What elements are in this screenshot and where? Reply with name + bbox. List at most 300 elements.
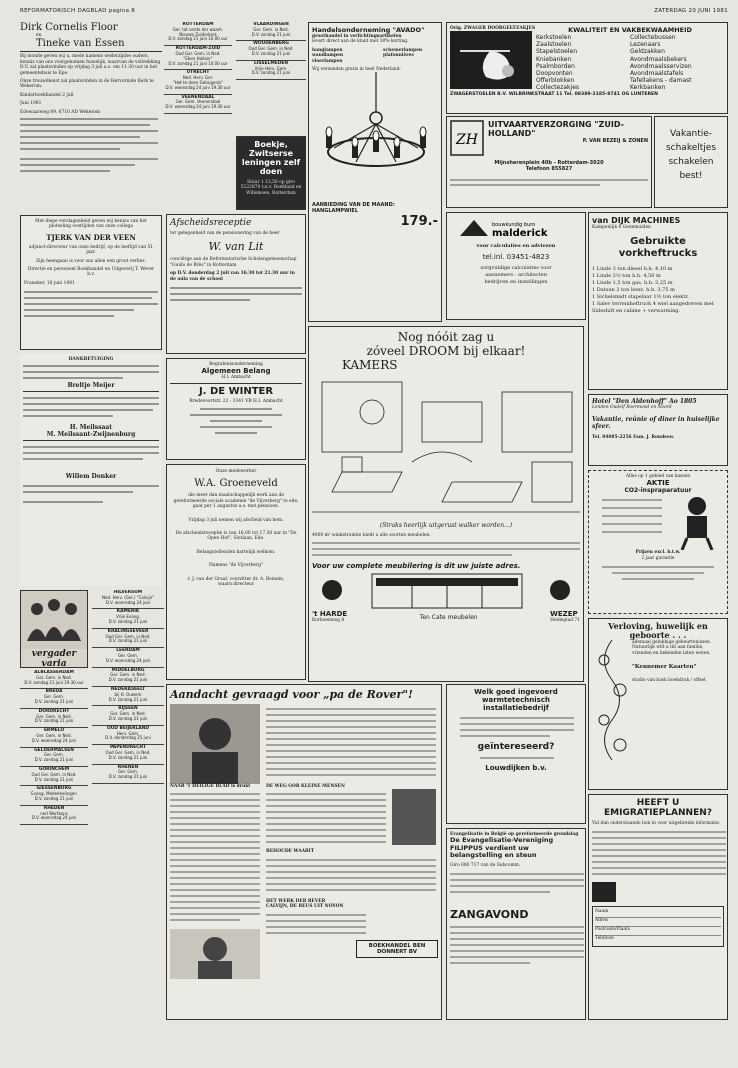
collection-bag-icon bbox=[450, 31, 532, 89]
service-town: GORINCHEM bbox=[38, 766, 70, 772]
filler-text-lines bbox=[312, 538, 580, 562]
malderick-line1: zorgvuldige calculaties voor bbox=[480, 265, 552, 272]
service-time: D.V. zondag 21 juni 19.30 uur bbox=[24, 679, 84, 685]
uitvaart-ad bbox=[446, 116, 652, 208]
filler-text-lines bbox=[23, 443, 159, 473]
service-time: D.V. zondag 21 juni bbox=[108, 715, 148, 721]
zwager-title: Orig. ZWAGER DOORGEEFZAKJES bbox=[450, 26, 536, 31]
avado-price: 179.- bbox=[400, 214, 438, 230]
kamers-brand: KAMERS bbox=[342, 358, 398, 372]
dijk-item-list bbox=[592, 266, 724, 315]
service-time: D.V. zondag 21 juni bbox=[34, 795, 74, 801]
zwager-item: Stapelstoelen bbox=[536, 48, 578, 56]
service-town: WOUDENBERG bbox=[253, 41, 289, 47]
svg-text:ZH: ZH bbox=[456, 132, 478, 148]
service-line: Ger. Gem. bbox=[43, 694, 65, 700]
header-left: REFORMATORISCH DAGBLAD pagina 8 bbox=[20, 8, 136, 14]
afscheid-title: Afscheidsreceptie bbox=[170, 218, 252, 228]
service-entry bbox=[20, 806, 88, 825]
groeneveld-intro: Onze medewerker bbox=[215, 469, 257, 474]
deceased-name: TJERK VAN DER VEEN bbox=[46, 232, 136, 242]
afscheid-body: conciërge aan de Reformatorische Scholengemeenschap "Guido de Brès" in Rotterdam bbox=[170, 257, 297, 268]
filler-text-lines bbox=[450, 921, 584, 977]
service-line: Oud Ger. Gem. in Ned. bbox=[175, 50, 221, 56]
verloving-body: allemaal gelukkige gebeurtenissen. Natuurlijk wilt u dit aan familie, vrienden en bekenden laten weten. bbox=[632, 640, 712, 656]
living-room-illustration-icon bbox=[312, 372, 580, 522]
service-town: GIESSENBURG bbox=[36, 786, 72, 792]
groeneveld-line6: r. J. van der Graaf, voorzitter dr. A. Romein, waarn.directeur bbox=[187, 576, 285, 588]
avado-ad bbox=[308, 22, 442, 322]
svg-text:malderick: malderick bbox=[492, 228, 548, 239]
zangavond-title: ZANGAVOND bbox=[450, 908, 529, 922]
afscheid-when: op D.V. donderdag 2 juli van 16.30 tot 21.30 uur in de aula van de school bbox=[170, 271, 295, 282]
header-right: ZATERDAG 20 JUNI 1981 bbox=[654, 8, 728, 14]
service-town: KRALINGSEVEER bbox=[107, 628, 149, 634]
service-entry bbox=[92, 609, 164, 628]
service-entry bbox=[20, 728, 88, 747]
uitvaart-sub: P. VAN BEZEIJ & ZONEN bbox=[582, 138, 648, 144]
filler-text-lines bbox=[266, 789, 436, 849]
service-time: D.V. zondag 21 juni bbox=[251, 70, 291, 76]
service-time: D.V. zondag 21 juni bbox=[251, 50, 291, 56]
zwager-item: Doopvonten bbox=[536, 70, 573, 78]
malderick-sub: voor calculaties en adviezen bbox=[476, 243, 556, 249]
people-illustration-icon bbox=[21, 591, 87, 649]
engagement-date: Juni 1981 bbox=[20, 101, 42, 107]
vergader-varia-logo bbox=[20, 590, 88, 668]
death-date: Franeker, 18 juni 1981 bbox=[24, 280, 75, 286]
groeneveld-line3: De afscheidsreceptie is van 16.00 tot 17.30 uur in "De Open Hof", Slotlaan, Ede. bbox=[175, 531, 297, 542]
filler-text-lines bbox=[592, 826, 726, 906]
service-town: PAPENDRECHT bbox=[109, 745, 147, 751]
service-entry bbox=[164, 95, 232, 114]
service-entry bbox=[92, 629, 164, 648]
service-line: Ger. Gem. in Ned. bbox=[36, 713, 72, 719]
thanks-name-1: Breltje Meijer bbox=[67, 382, 115, 390]
uitvaart-logo-icon bbox=[450, 120, 484, 156]
zwager-item: Lezenaars bbox=[630, 41, 661, 49]
service-time: D.V. zondag 21 juni bbox=[34, 776, 74, 782]
service-place: "Het te doen Getuigenis" bbox=[172, 79, 224, 85]
and-word: en bbox=[36, 33, 42, 38]
filippus-ad bbox=[446, 828, 586, 1020]
service-time: D.V. zondag 21 juni 10.00 uur bbox=[168, 60, 228, 66]
zwager-item: Geldzakken bbox=[630, 48, 665, 56]
rover-bookshop: BOEKHANDEL BEN DONNERT BV bbox=[356, 940, 438, 958]
service-time: D.V. zondag 21 juni bbox=[251, 31, 291, 37]
service-line: Oud Ger. Gem. in Ned. bbox=[105, 633, 151, 639]
zwager-right-list bbox=[630, 34, 724, 92]
avado-item: hanglampen bbox=[312, 47, 343, 53]
zwager-foot: ZWAGERSTOELEN B.V. WILBRINKSTRAAT 11 Tel. 08389-2185-8741 OG LUNTEREN bbox=[450, 91, 658, 97]
service-entry bbox=[92, 745, 164, 764]
death-signature: Directie en personeel Boekhandel en Uitgeverij T. Wever b.v. bbox=[27, 267, 155, 278]
groom-name: Dirk Cornelis Floor bbox=[20, 22, 118, 33]
service-line: Ger. Gem. Veenendaal bbox=[175, 99, 221, 105]
vergader-varia-title: vergader varia bbox=[31, 649, 77, 668]
service-entry bbox=[164, 70, 232, 94]
thanks-name-4: Willem Donker bbox=[65, 473, 117, 481]
malderick-line3: bedrijven en instellingen bbox=[484, 279, 548, 286]
uitvaart-phone: Telefoon 855827 bbox=[525, 166, 573, 172]
zwager-item: Collectebussen bbox=[630, 34, 676, 41]
malderick-ad bbox=[446, 212, 586, 320]
emigratie-address-field[interactable]: Adres bbox=[595, 918, 721, 927]
emigratie-ad bbox=[588, 794, 728, 1020]
divider bbox=[170, 383, 302, 384]
service-line: Ger. Gem. in Ned. bbox=[253, 26, 289, 32]
co2-line4: Prijzen excl. b.t.w. bbox=[635, 550, 681, 556]
dijk-item: 1 Datsun 2 ton benz. h.h. 3,75 m bbox=[592, 287, 675, 294]
zwager-left-list bbox=[536, 34, 630, 92]
winter-org: Algemeen Belang bbox=[201, 367, 271, 376]
avado-body: levert direct aan de klant met 30% korting. bbox=[312, 39, 409, 45]
uitvaart-addr: Mijnsherenplein 40b - Rotterdam-3020 bbox=[494, 160, 604, 166]
rover-title: Aandacht gevraagd voor „pa de Rover"! bbox=[170, 688, 413, 701]
service-entry bbox=[92, 648, 164, 667]
service-line: Herv. Gem. bbox=[116, 730, 140, 736]
dijk-logo: van DIJK MACHINES bbox=[592, 216, 681, 225]
service-time: D.V. woensdag 24 juni bbox=[105, 599, 151, 605]
verloving-foot: studio van bask boekdruk / offset bbox=[632, 678, 706, 684]
winter-tag: Begrafenisonderneming bbox=[209, 362, 263, 367]
service-entry bbox=[164, 22, 232, 46]
engagement-announcement bbox=[20, 22, 162, 212]
service-entry bbox=[164, 46, 232, 70]
service-line: Oud Ger. Gem. in Ned. bbox=[31, 771, 77, 777]
service-town: LEERDAM bbox=[116, 648, 140, 654]
service-entry bbox=[20, 670, 88, 689]
kamers-quote: (Straks heerlijk uitgerust walker worden...) bbox=[379, 522, 513, 529]
zwager-item: Avondmaalstafels bbox=[630, 70, 684, 78]
filler-text-lines bbox=[23, 394, 159, 424]
filler-text-lines bbox=[592, 494, 672, 544]
shop-front-illustration-icon bbox=[312, 570, 580, 610]
filler-text-lines bbox=[450, 172, 650, 188]
co2-line2: AKTIE bbox=[646, 479, 670, 488]
service-line: Ger. Gem. bbox=[117, 652, 139, 658]
co2-ad bbox=[588, 470, 728, 614]
filler-text-lines bbox=[450, 712, 584, 742]
uitvaart-title: UITVAARTVERZORGING "ZUID-HOLLAND" bbox=[488, 120, 624, 138]
hotel-name: Hotel "Den Aldenhoff" Ao 1805 bbox=[592, 398, 697, 405]
service-line: Evang. Mededeelingen bbox=[31, 791, 77, 797]
avado-item: wandlampen bbox=[312, 53, 344, 59]
service-entry bbox=[20, 767, 88, 786]
service-town: ROTTERDAM bbox=[182, 22, 214, 27]
service-town: RIJSSEN bbox=[118, 706, 138, 712]
filippus-intro: Evangelisatie in België op gereformeerde grondslag bbox=[450, 832, 579, 837]
service-town: LISSELMEDEN bbox=[253, 60, 289, 66]
dijk-addr: Kampenlijk 6 Genemuiden bbox=[592, 225, 651, 230]
zwager-item: Psalmborden bbox=[536, 62, 575, 70]
service-time: D.V. zondag 21 juni bbox=[108, 677, 148, 683]
kamers-left-addr: Korhoenweg 8 bbox=[312, 618, 345, 624]
filler-text-lines bbox=[450, 752, 584, 764]
filler-text-lines bbox=[266, 704, 436, 784]
divider bbox=[23, 391, 159, 392]
service-time: D.V. woensdag 24 juni 19.30 uur bbox=[165, 104, 231, 110]
rover-article bbox=[166, 684, 442, 1020]
filler-text-lines bbox=[24, 286, 158, 326]
emigratie-title: HEEFT U EMIGRATIEPLANNEN? bbox=[604, 798, 712, 818]
zwager-head: KWALITEIT EN VAKBEKWAAMHEID bbox=[568, 26, 692, 34]
service-time: D.V. woensdag 24 juni bbox=[31, 737, 77, 743]
service-town: RHEDEN bbox=[43, 805, 65, 811]
avado-desc: Wij verzenden gratis in heel Nederland. bbox=[312, 67, 401, 73]
groeneveld-line5: Namens "de Vijverberg" bbox=[209, 563, 263, 569]
zwager-item: Collectezakjes bbox=[536, 84, 580, 92]
boekje-title: Boekje, Zwitserse leningen zelf doen bbox=[241, 140, 301, 176]
service-entry bbox=[20, 709, 88, 728]
service-time: D.V. woensdag 24 juni 19.30 uur bbox=[165, 84, 231, 90]
portrait-photo-icon bbox=[170, 704, 260, 784]
zwager-item: Avondmaalsbekers bbox=[630, 55, 687, 63]
service-town: MIDDELBURG bbox=[111, 667, 145, 673]
avado-item: schemerlampen bbox=[383, 47, 423, 53]
vakantie-ad bbox=[654, 116, 728, 208]
death-detail: adjunct-directeur van onze bedrijf, op de leeftijd van 51 jaar. bbox=[28, 244, 154, 256]
dijk-item: 1 Sichelsmidt stapelaar 1½ ton elektr. bbox=[592, 294, 689, 301]
winter-name: J. DE WINTER bbox=[198, 385, 274, 397]
service-town: UTRECHT bbox=[186, 70, 210, 76]
louwdijk-title: Welk goed ingevoerd warmtetechnisch installatiebedrijf bbox=[474, 688, 558, 712]
kamers-left: 't HARDE bbox=[312, 610, 348, 619]
service-time: D.V. zondag 21 juni bbox=[108, 638, 148, 644]
malderick-line2: aannemers - architecten bbox=[485, 272, 547, 279]
service-line: Ger. Gem. bbox=[43, 752, 65, 758]
filler-text-lines bbox=[23, 480, 159, 520]
service-town: ALBLASSERDAM bbox=[34, 670, 74, 675]
louwdijk-ad bbox=[446, 684, 586, 824]
service-entry bbox=[92, 706, 164, 725]
service-entry bbox=[20, 786, 88, 805]
service-line: ned Wertkens bbox=[40, 810, 68, 816]
portrait-drawing-icon bbox=[170, 929, 260, 979]
louwdijk-mid: geïntereseerd? bbox=[477, 742, 555, 752]
service-town: NEDERASSELT bbox=[110, 686, 146, 692]
church-services-top-2 bbox=[236, 22, 306, 134]
service-entry bbox=[20, 689, 88, 708]
service-time: D.V. zondag 21 juni bbox=[34, 757, 74, 763]
kamers-center: Ten Cate meubelen bbox=[419, 614, 478, 622]
verloving-brand: "Kennemer Kaarten" bbox=[632, 664, 697, 671]
groeneveld-body: die meer dan maatschappelijk werk aan de gereformeerde sociale academie "de Vijverberg" te ede, gaat per 1 augustus a.s. met pensioen. bbox=[173, 493, 299, 510]
zwager-item: Tafellakens - damast bbox=[630, 77, 692, 85]
svg-text:bouwkundig buro: bouwkundig buro bbox=[492, 222, 536, 228]
service-entry bbox=[236, 61, 306, 80]
vakantie-line-1: Vakantie- bbox=[669, 129, 713, 139]
mid-church-services bbox=[92, 590, 164, 1022]
service-entry bbox=[92, 726, 164, 745]
thanks-name-3: M. Meilssant-Zwijnenburg bbox=[46, 431, 136, 439]
afscheid-name: W. van Lit bbox=[208, 240, 264, 254]
service-entry bbox=[20, 748, 88, 767]
left-church-services bbox=[20, 670, 88, 1022]
afscheid-intro: ter gelegenheid van de pensionering van de heer bbox=[170, 231, 280, 236]
kamers-title-2: zóveel DROOM bij elkaar! bbox=[366, 344, 526, 358]
avado-item-list bbox=[312, 48, 438, 64]
zwager-item: Kerkbanken bbox=[630, 84, 666, 92]
bride-name: Tineke van Essen bbox=[36, 38, 125, 50]
rover-sub3: CALVIJN, DE REUS UIT NOYON bbox=[266, 904, 344, 910]
divider bbox=[20, 51, 162, 52]
groeneveld-line4: Belangstellenden hartelijk welkom. bbox=[196, 549, 276, 555]
service-town: BREDA bbox=[45, 689, 63, 695]
service-town: RHENEN bbox=[117, 764, 139, 770]
death-announcement bbox=[20, 215, 162, 350]
zwager-item: Offerblokken bbox=[536, 77, 575, 85]
service-town: ERMELO bbox=[43, 728, 65, 734]
louwdijk-foot: Louwdijken b.v. bbox=[485, 764, 547, 772]
service-line: Oud Ger. Gem. in Ned. bbox=[248, 46, 294, 52]
kamers-title-1: Nog nóóit zag u bbox=[397, 330, 495, 344]
service-time: D.V. zondag 21 juni bbox=[108, 754, 148, 760]
mascot-figure-icon bbox=[672, 494, 722, 550]
death-loss: Zijn heengaan is voor ons allen een groot verlies. bbox=[36, 258, 146, 264]
zwager-item: Zaalstoelen bbox=[536, 41, 572, 49]
filippus-giro: Giro 680 717 van de Subcomm. bbox=[450, 862, 521, 868]
afscheid-ad bbox=[166, 214, 306, 354]
winter-addr: Bredevoortstr. 22 - 3341 VB H.I. Ambacht bbox=[189, 398, 283, 404]
avado-sub: groothandel in verlichtingsartikelen bbox=[312, 34, 402, 39]
co2-line5: 2 jaar garantie bbox=[641, 555, 675, 561]
filler-text-lines bbox=[266, 855, 436, 899]
service-town: VEENENDAAL bbox=[181, 94, 215, 100]
chandelier-illustration-icon bbox=[312, 72, 440, 202]
service-town: DORDRECHT bbox=[38, 708, 70, 714]
floral-decoration-icon bbox=[592, 640, 632, 760]
zwager-item: Avondmaalsservizen bbox=[630, 62, 692, 70]
service-town: GELDERMALSEN bbox=[34, 747, 74, 753]
engagement-address: Edewaarweg 89, 6710 AD Wekerom bbox=[20, 109, 101, 115]
service-town: OUD BEIJERLAND bbox=[107, 725, 149, 731]
engagement-detail: Kinderboekhandel 2 juli bbox=[20, 92, 74, 98]
vakantie-line-3: schakelen bbox=[668, 157, 714, 167]
service-entry bbox=[92, 668, 164, 687]
service-time: D.V. zondag 21 juni bbox=[34, 698, 74, 704]
kamers-right: WEZEP bbox=[550, 610, 578, 619]
service-town: HILVERSUM bbox=[113, 590, 143, 595]
zwager-item: Kerkstoelen bbox=[536, 34, 572, 41]
rover-mid: DE WEG GOR KLEINE MENSEN bbox=[266, 784, 345, 789]
co2-line1: Alles op 1 gebied van kassen bbox=[625, 474, 691, 479]
service-time: D.V. zondag 21 juni bbox=[108, 696, 148, 702]
service-place: Nieuwe Zuiderkerk bbox=[179, 31, 217, 37]
service-line: Ger. tot verde der waarh. bbox=[172, 26, 224, 32]
kamers-right-addr: Heideplad 71 bbox=[550, 618, 580, 624]
service-line: Ger. Gem. in Ned. bbox=[36, 674, 72, 680]
kamers-ad bbox=[308, 326, 584, 682]
church-services-top bbox=[164, 22, 232, 212]
dijk-item: 1 Salev terreinheftruck 4 wiel aangedreven met Sideshift en cabine + verwarming. bbox=[592, 301, 714, 315]
page-header bbox=[20, 8, 728, 20]
filler-text-lines bbox=[170, 282, 302, 312]
service-time: D.V. woensdag 24 juni bbox=[105, 657, 151, 663]
service-line: Ger. Gem. in Ned. bbox=[110, 711, 146, 717]
service-line: Ger. Gem. in Ned. bbox=[110, 672, 146, 678]
hotel-sub: Lenden Oudelf Roermond en Noord bbox=[592, 405, 672, 410]
service-entry bbox=[92, 687, 164, 706]
co2-line3: CO2-inspraparatuur bbox=[624, 487, 692, 495]
service-town: ROTTERDAM-ZUID bbox=[175, 46, 221, 52]
rover-sub1: NAAR 'T HEILIGE BLAD is drukt bbox=[170, 784, 251, 789]
service-time: D.V. zondag 21 juni 10.00 uur bbox=[168, 36, 228, 42]
verloving-ad bbox=[588, 618, 728, 790]
dijk-ad bbox=[588, 212, 728, 390]
service-time: D.V. woensdag 24 juni bbox=[31, 815, 77, 821]
thanks-title: DANKBETUIGING bbox=[68, 357, 114, 362]
dijk-title: Gebruikte vorkheftrucks bbox=[618, 236, 698, 260]
emigratie-postcode-field[interactable]: Postcode/Plaats bbox=[595, 927, 721, 936]
service-entry bbox=[236, 41, 306, 60]
filler-text-lines bbox=[170, 789, 260, 929]
service-line: Ger. Gem. bbox=[117, 769, 139, 775]
service-line: Ned. Herv. Ger. bbox=[182, 75, 214, 81]
service-line: Oud Ger. Gem. in Ned. bbox=[105, 749, 151, 755]
service-line: Ned. Herv. (Ger.) "Calvijn" bbox=[102, 594, 154, 600]
service-entry bbox=[92, 590, 164, 609]
kamers-banner: Voor uw complete meubilering is dit uw juiste adres. bbox=[312, 562, 521, 571]
vakantie-line-2: schakeltjes bbox=[665, 143, 717, 153]
service-place: "Eben Haëzer" bbox=[183, 55, 213, 61]
service-line: Vrije Evang. bbox=[115, 614, 141, 620]
death-intro: Met diepe verslagenheid geven wij kennis van het plotseling overlijden van onze collega bbox=[35, 219, 147, 230]
divider bbox=[23, 440, 159, 441]
thanks-name-2: H. Meilssaat bbox=[69, 424, 113, 432]
boekje-sub: Stuur 1 12,50 op giro 5222874 t.n.v. Boekland en Willemsen, Rotterdam bbox=[240, 180, 302, 196]
vakantie-line-4: best! bbox=[679, 171, 703, 181]
service-town: VLAARDINGEN bbox=[253, 22, 289, 27]
engagement-church: Onze trouwdienst zal plaatsvinden in de Hervormde Kerk te Wekerom. bbox=[20, 79, 154, 90]
groeneveld-name: W.A. Groeneveld bbox=[194, 478, 278, 490]
service-entry bbox=[92, 765, 164, 784]
service-line: Vrije Herv. Gem. bbox=[254, 65, 288, 71]
zwager-ad bbox=[446, 22, 728, 114]
dijk-item: 1 Linde 3 ton diesel h.h. 4,10 m bbox=[592, 266, 673, 273]
filler-text-lines bbox=[170, 404, 302, 444]
zwager-item: Kniebanken bbox=[536, 55, 572, 63]
engagement-text: Bij monde geven wij u, mede namens wederzijdse ouders, kennis van ons voorgenomen huwelijk, waarvan de voltrekking D.V. zal plaatsvinden op vrijdag 3 juli a.s. om 11.30 uur in het gemeentehuis te Epe. bbox=[20, 54, 161, 76]
thanks-announcements bbox=[20, 354, 162, 586]
avado-product: AANBIEDING VAN DE MAAND: HANGLAMPWIEL bbox=[312, 202, 395, 215]
filler-text-lines bbox=[592, 561, 724, 583]
kamers-body: 4000 m² winkelruimte biedt u alle soorten meubelen. bbox=[312, 533, 431, 538]
boekje-ad bbox=[236, 136, 306, 210]
emigratie-phone-field[interactable]: Telefoon bbox=[595, 936, 614, 942]
groeneveld-line2: Vrijdag 3 juli nemen wij afscheid van hem. bbox=[188, 517, 284, 523]
service-line: bij H. Ouwerk bbox=[114, 691, 142, 697]
groeneveld-ad bbox=[166, 464, 306, 680]
rover-head2: HET WERK DER REVER bbox=[266, 898, 326, 904]
service-town: KAMERIK bbox=[116, 609, 140, 615]
hotel-tag: Vakantie, reünie of diner in huiselijke sfeer. bbox=[592, 416, 720, 431]
avado-item: vloerlampen bbox=[312, 58, 343, 64]
filler-text-lines bbox=[266, 910, 436, 940]
rover-sub2: BEHOUDE WAARIT bbox=[266, 849, 314, 855]
service-line: Ger. Gem. in Ned. bbox=[36, 732, 72, 738]
filler-text-lines bbox=[23, 362, 159, 382]
emigratie-name-field[interactable]: Naam bbox=[595, 909, 721, 918]
dijk-item: 1 Linde 2½ ton h.h. 4,50 m bbox=[592, 273, 661, 280]
filler-text-lines bbox=[450, 868, 584, 908]
winter-ad bbox=[166, 358, 306, 460]
verloving-title: Verloving, huwelijk en geboorte . . . bbox=[608, 621, 708, 640]
service-time: D.V. zondag 21 juni bbox=[108, 774, 148, 780]
filippus-title: De Evangelisatie-Vereniging FILIPPUS verdient uw belangstelling en steun bbox=[450, 836, 554, 860]
winter-city: H.I. Ambacht bbox=[221, 375, 251, 381]
malderick-phone: tel.inl. 03451-4823 bbox=[482, 253, 550, 262]
